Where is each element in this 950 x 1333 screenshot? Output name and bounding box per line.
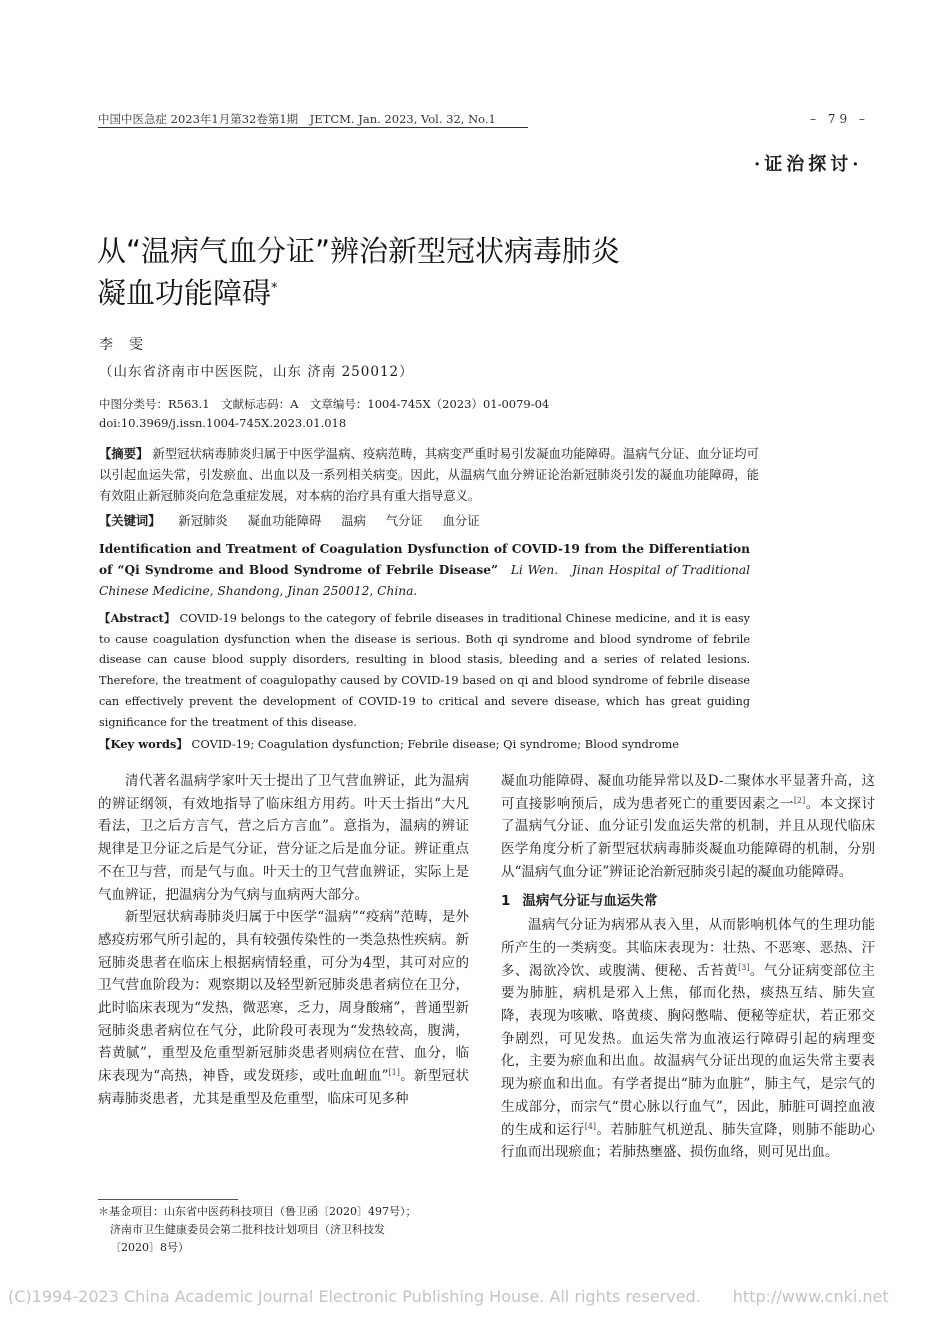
title-footnote-marker: * — [271, 281, 278, 296]
paragraph — [98, 906, 469, 1110]
footnote-rule — [98, 1199, 238, 1200]
footnote-line: 〔2020〕8号） — [110, 1241, 189, 1254]
keywords-en-text: COVID-19; Coagulation dysfunction; Febrile disease; Qi syndrome; Blood syndrome — [191, 737, 680, 751]
footnote-line: 济南市卫生健康委员会第二批科技计划项目（济卫科技发 — [110, 1223, 385, 1236]
keywords-en-label: 【Key words】 — [99, 737, 188, 751]
author: 李雯 — [99, 337, 159, 353]
paragraph-text: 新型冠状病毒肺炎归属于中医学“温病”“疫病”范畴，是外感疫疠邪气所引起的，具有较强传染性的一类急热性疾病。新冠肺炎患者在临床上根据病情轻重，可分为4型，其可对应的卫气营血阶段为：观察期以及轻型新冠肺炎患者病位在卫分，此时临床表现为“发热，微恶寒，乏力，周身酸痛”，普通型新冠肺炎患者病位在气分，此阶段可表现为“发热较高，腹满，苔黄腻”，重型及危重型新冠肺炎患者则病位在营、血分，临床表现为“高热，神昏，或发斑疹，或吐血衄血” — [98, 909, 469, 1085]
english-title: Identification and Treatment of Coagulation Dysfunction of COVID-19 from the Differentiation of “Qi Syndrome and Blood Syndrome of Febrile Disease” — [99, 542, 750, 577]
keywords-cn-label: 【关键词】 — [99, 513, 161, 528]
body-column-right — [501, 770, 875, 1164]
abstract-cn-label: 【摘要】 — [99, 446, 149, 461]
abstract-en — [99, 608, 750, 733]
running-head: 中国中医急症 2023年1月第32卷第1期 JETCM. Jan. 2023, Vol. 32, No.1 — [98, 112, 496, 126]
keyword-cn: 新冠肺炎 — [178, 514, 228, 528]
keywords-en — [99, 736, 679, 752]
title-line-1: 从“温病气血分证”辨治新型冠状病毒肺炎 — [97, 234, 621, 268]
section-title: 温病气分证与血运失常 — [522, 892, 658, 909]
english-title-block — [99, 539, 750, 602]
paragraph-text: 凝血功能障碍、凝血功能异常以及D-二聚体水平显著升高，这可直接影响预后，成为患者死亡的重要因素之一 — [501, 773, 875, 812]
paragraph — [501, 914, 875, 1164]
section-tag: ·证治探讨· — [754, 154, 863, 175]
affiliation: （山东省济南市中医医院，山东 济南 250012） — [99, 364, 414, 380]
citation: [1] — [388, 1068, 400, 1078]
body-column-left — [98, 770, 469, 1111]
paragraph-text: 。气分证病变部位主要为肺脏，病机是邪入上焦，郁而化热，痰热互结、肺失宣降，表现为咳嗽、咯黄痰、胸闷憋喘、便秘等症状，若正邪交争剧烈，可见发热。血运失常为血液运行障碍引起的病理变化，主要为瘀血和出血。故温病气分证出现的血运失常主要表现为瘀血和出血。有学者提出“肺为血脏”，肺主气，是宗气的生成部分，而宗气“贯心脉以行血气”，因此，肺脏可调控血液的生成和运行 — [501, 962, 876, 1138]
section-heading — [501, 890, 875, 913]
english-author-affiliation: Li Wen. Jinan Hospital of Traditional Chinese Medicine, Shandong, Jinan 250012, China. — [99, 563, 750, 598]
paragraph-text: 。若肺脏气机逆乱、肺失宣降，则肺不能助心行血而出现瘀血；若肺热壅盛、损伤血络，则可见出血。 — [501, 1121, 876, 1161]
keyword-cn: 气分证 — [385, 514, 423, 528]
keyword-cn: 血分证 — [442, 514, 480, 528]
footnote-line: ＊基金项目：山东省中医药科技项目（鲁卫函〔2020〕497号）； — [98, 1205, 417, 1218]
keyword-cn: 凝血功能障碍 — [247, 514, 322, 528]
paragraph-text: 温病气分证为病邪从表入里，从而影响机体气的生理功能所产生的一类病变。其临床表现为：壮热、不恶寒、恶热、汗多、渴欲冷饮、或腹满、便秘、舌苔黄 — [501, 917, 875, 979]
doi: doi:10.3969/j.issn.1004-745X.2023.01.018 — [99, 416, 347, 430]
page-number: – 79 – — [810, 112, 869, 126]
title-line-2 — [97, 272, 797, 314]
citation: [2] — [793, 795, 806, 805]
keywords-cn — [99, 511, 496, 529]
copyright-watermark: (C)1994-2023 China Academic Journal Electronic Publishing House. All rights reserved. http://www.cnki.net — [8, 1287, 889, 1306]
section-number: 1 — [501, 892, 511, 909]
paragraph: 清代著名温病学家叶天士提出了卫气营血辨证，此为温病的辨证纲领，有效地指导了临床组方用药。叶天士指出“大凡看法，卫之后方言气，营之后方言血”。意指为，温病的辨证规律是卫分证之后是气分证，营分证之后是血分证。辨证重点不在卫与营，而是气与血。叶天士的卫气营血辨证，实际上是气血辨证，把温病分为气病与血病两大部分。 — [98, 773, 469, 903]
abstract-en-label: 【Abstract】 — [99, 611, 176, 625]
abstract-cn-text: 新型冠状病毒肺炎归属于中医学温病、疫病范畴，其病变严重时易引发凝血功能障碍。温病气分证、血分证均可以引起血运失常，引发瘀血、出血以及一系列相关病变。因此，从温病气血分辨证论治新冠肺炎引发的凝血功能障碍，能有效阻止新冠肺炎向危急重症发展，对本病的治疗具有重大指导意义。 — [99, 447, 759, 503]
paragraph-text: 。新型冠状病毒肺炎患者，尤其是重型及危重型，临床可见多种 — [98, 1068, 469, 1107]
abstract-cn — [99, 443, 759, 507]
header-rule — [98, 127, 528, 128]
footnote — [98, 1203, 478, 1257]
citation: [4] — [584, 1121, 597, 1131]
title-line-2-text: 凝血功能障碍 — [97, 276, 272, 310]
paragraph — [501, 770, 875, 884]
abstract-en-text: COVID-19 belongs to the category of febrile diseases in traditional Chinese medicine, and it is easy to cause coagulation dysfunction when the disease is serious. Both qi syndrome and blood syndrome of febrile disease can cause blood supply disorders, resulting in blood stasis, bleeding and a series of related lesions. Therefore, the treatment of coagulopathy caused by COVID-19 based on qi and blood syndrome of febrile disease can effectively prevent the development of COVID-19 to critical and severe disease, which has great guiding significance for the treatment of this disease. — [99, 612, 750, 729]
citation: [3] — [738, 962, 750, 972]
keyword-cn: 温病 — [341, 514, 366, 528]
paragraph-text: 。本文探讨了温病气分证、血分证引发血运失常的机制，并且从现代临床医学角度分析了新型冠状病毒肺炎凝血功能障碍的机制，分别从“温病气血分证”辨证论治新冠肺炎引起的凝血功能障碍。 — [501, 795, 876, 880]
article-title — [97, 230, 797, 314]
classification-line: 中图分类号：R563.1 文献标志码：A 文章编号：1004-745X（2023）01-0079-04 — [99, 397, 550, 411]
